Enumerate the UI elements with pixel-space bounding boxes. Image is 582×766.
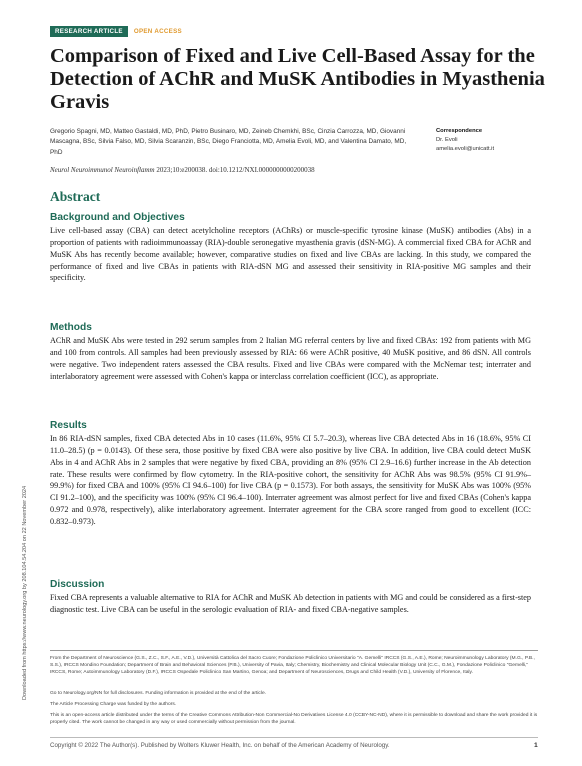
footnote-divider bbox=[50, 650, 538, 651]
journal-name: Neurol Neuroimmunol Neuroinflamm bbox=[50, 166, 155, 174]
methods-text: AChR and MuSK Abs were tested in 292 serum samples from 2 Italian MG referral centers by live and fixed CBAs: 192 from patients with MG and 100 from controls. All samples had been previously assessed by RIA: 66 were AChR positive, 40 MuSK positive, and 86 dSN. All controls were negative. Two independent raters assessed the CBA results. Fixed and live CBAs were compared with the McNemar test; interrater and interlaboratory agreement were assessed with Cohen's kappa or interclass correlation coefficient (ICC), as appropriate. bbox=[50, 336, 531, 381]
correspondence-block bbox=[436, 127, 546, 154]
discussion-text: Fixed CBA represents a valuable alternative to RIA for AChR and MuSK Ab detection in patients with MG and could be considered as a first-step diagnostic test. Live CBA can be useful in the serologic evaluation of RIA- and fixed CBA-negative samples. bbox=[50, 593, 531, 614]
results-heading: Results bbox=[50, 420, 87, 431]
research-article-badge: RESEARCH ARTICLE bbox=[50, 26, 128, 37]
disclosures-footnote[interactable]: Go to Neurology.org/NN for full disclosures. Funding information is provided at the end of the article. bbox=[50, 691, 267, 696]
background-heading: Background and Objectives bbox=[50, 212, 185, 223]
author-list: Gregorio Spagni, MD, Matteo Gastaldi, MD, PhD, Pietro Businaro, MD, Zeineb Chemkhi, BSc, Cinzia Carrozza, MD, Giovanni Mascagna, BSc, Silvia Falso, MD, Silvia Scaranzin, BSc, Diego Franciotta, MD, Amelia Evoli, MD, and Valentina Damato, MD, PhD bbox=[50, 128, 407, 156]
funding-footnote: The Article Processing Charge was funded by the authors. bbox=[50, 702, 177, 707]
license-footnote: This is an open-access article distributed under the terms of the Creative Commons Attribution-Non Commercial-No Derivatives License 4.0 (CCBY-NC-ND), where it is permissible to download and share the work provided it is properly cited. The work cannot be changed in any way or used commercially without permission from the journal. bbox=[50, 713, 538, 726]
discussion-heading: Discussion bbox=[50, 579, 105, 590]
affiliations-footnote: From the Department of Neuroscience (G.S., Z.C., S.F., A.E., V.D.), Università Cattolica del Sacro Cuore; Fondazione Policlinico Universitario "A. Gemelli" IRCCS (G.S., A.E.), Rome; Neuroimmunology Laboratory (M.G., P.B., S.S.), IRCCS Mondino Foundation; Department of Brain and Behavioral Sciences (P.B.), University of Pavia, Italy; Chemistry, Biochemistry and Clinical Molecular Biology Unit (C.C., G.M.), Fondazione Policlinico "Gemelli," IRCCS, Rome; Autoimmunology Laboratory (D.F.), IRCCS Ospedale Policlinico San Martino, Genoa; and Department of Neurosciences, Drugs and Child Health (V.D.), University of Florence, Italy. bbox=[50, 656, 535, 676]
download-watermark: Downloaded from https://www.neurology.org by 208.104.54.204 on 22 November 2024 bbox=[22, 485, 28, 700]
article-title: Comparison of Fixed and Live Cell-Based Assay for the Detection of AChR and MuSK Antibodies in Myasthenia Gravis bbox=[50, 45, 545, 113]
citation-details[interactable]: 2023;10:e200038. doi:10.1212/NXI.0000000000200038 bbox=[154, 166, 315, 174]
open-access-badge[interactable]: OPEN ACCESS bbox=[133, 28, 182, 35]
correspondence-label: Correspondence bbox=[436, 128, 483, 134]
correspondence-email[interactable]: amelia.evoli@unicatt.it bbox=[436, 146, 495, 152]
page-number: 1 bbox=[534, 742, 538, 749]
bottom-divider bbox=[50, 737, 538, 738]
abstract-heading: Abstract bbox=[50, 189, 101, 204]
citation-line bbox=[50, 166, 530, 174]
article-tags bbox=[50, 26, 182, 37]
methods-heading: Methods bbox=[50, 322, 92, 333]
background-text: Live cell-based assay (CBA) can detect acetylcholine receptors (AChRs) or muscle-specific tyrosine kinase (MuSK) antibodies (Abs) in a proportion of patients with radioimmunoassay (RIA)-double seronegative myasthenia gravis (dSN-MG). A commercial fixed CBA for AChR and MuSK Abs has recently become available; however, comparative studies on fixed and live CBAs are lacking. In this study, we compared the performance of fixed and live CBAs in patients with RIA-dSN MG and assessed their sensitivity in RIA-positive MG samples and their specificity. bbox=[50, 226, 531, 283]
correspondence-name: Dr. Evoli bbox=[436, 137, 458, 143]
copyright-line: Copyright © 2022 The Author(s). Published by Wolters Kluwer Health, Inc. on behalf of the American Academy of Neurology. bbox=[50, 742, 390, 749]
results-text: In 86 RIA-dSN samples, fixed CBA detected Abs in 10 cases (11.6%, 95% CI 5.7–20.3), whereas live CBA detected Abs in 16 (18.6%, 95% CI 11.0–28.5) (p = 0.0143). Of these sera, those positive by fixed CBA were also positive by live CBA. In addition, live CBA could detect MuSK Abs in 4 and AChR Abs in 2 samples that were negative by fixed CBA, providing an 8% (95% CI 2.9–16.6) further increase in the Ab detection rate. These results were confirmed by flow cytometry. In the RIA-positive cohort, the sensitivity for AChR Abs was 98.5% (95% CI 91.9%–99.9%) for fixed CBA and 100% (95% CI 94.6–100) for live CBA (p = 0.1573). For both assays, the sensitivity for MuSK Abs was 100% (95% CI 91.2–100), and the specificity was 100% (95% CI 96.4–100). Interrater agreement was almost perfect for live and fixed CBAs (Cohen's kappa 0.972 and 0.978, respectively), alike interlaboratory agreement. Interrater agreement for the CBA score ranged from good to excellent (ICC: 0.832–0.973). bbox=[50, 434, 531, 526]
